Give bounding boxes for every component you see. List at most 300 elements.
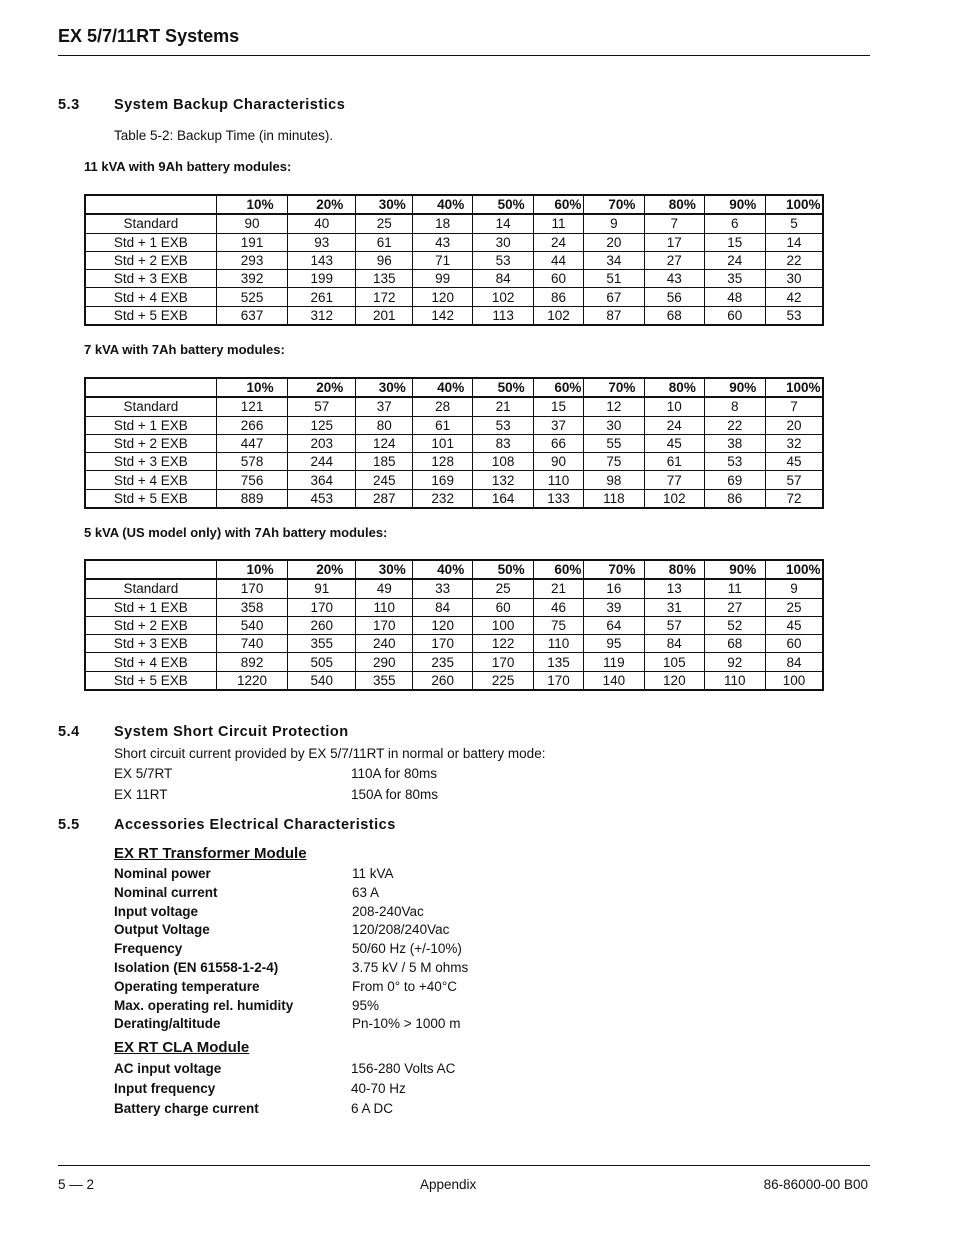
table-cell: 9 — [766, 579, 823, 598]
table-cell: 45 — [645, 434, 704, 452]
table-cell: 52 — [704, 616, 766, 634]
table-cell: 49 — [356, 579, 413, 598]
table-cell: 60 — [704, 306, 766, 325]
table-cell: 35 — [704, 270, 766, 288]
table-heading-7kva: 7 kVA with 7Ah battery modules: — [84, 342, 285, 357]
table-cell: 45 — [766, 616, 823, 634]
row-label: Std + 4 EXB — [85, 653, 216, 671]
table-cell: 24 — [704, 251, 766, 269]
column-header: 40% — [413, 378, 472, 397]
table-cell: 27 — [704, 598, 766, 616]
table-heading-5kva: 5 kVA (US model only) with 7Ah battery modules: — [84, 525, 388, 540]
column-header: 10% — [216, 378, 288, 397]
table-row — [85, 653, 823, 671]
table-cell: 11 — [534, 214, 583, 233]
table-cell: 6 — [704, 214, 766, 233]
table-cell: 170 — [534, 671, 583, 690]
table-cell: 84 — [766, 653, 823, 671]
spec-value: Pn-10% > 1000 m — [352, 1016, 461, 1032]
table-cell: 12 — [583, 397, 645, 416]
table-cell: 84 — [413, 598, 472, 616]
table-cell: 14 — [472, 214, 534, 233]
spec-value: 208-240Vac — [352, 903, 424, 919]
table-cell: 57 — [766, 471, 823, 489]
table-row — [85, 579, 823, 598]
table-cell: 72 — [766, 489, 823, 508]
page-title: EX 5/7/11RT Systems — [58, 26, 240, 46]
table-cell: 203 — [288, 434, 356, 452]
section-5-5-heading — [58, 817, 396, 833]
row-label: Std + 5 EXB — [85, 671, 216, 690]
table-cell: 637 — [216, 306, 288, 325]
table-cell: 355 — [356, 671, 413, 690]
short-circuit-key: EX 11RT — [114, 787, 168, 802]
table-caption: Table 5-2: Backup Time (in minutes). — [114, 128, 334, 143]
table-cell: 232 — [413, 489, 472, 508]
table-cell: 77 — [645, 471, 704, 489]
table-cell: 25 — [472, 579, 534, 598]
table-cell: 312 — [288, 306, 356, 325]
table-cell: 28 — [413, 397, 472, 416]
table-row — [85, 453, 823, 471]
table-cell: 119 — [583, 653, 645, 671]
table-cell: 358 — [216, 598, 288, 616]
table-cell: 27 — [645, 251, 704, 269]
table-cell: 67 — [583, 288, 645, 306]
spec-value: 156-280 Volts AC — [351, 1061, 456, 1076]
document-number: 86-86000-00 B00 — [763, 1177, 868, 1192]
table-cell: 260 — [288, 616, 356, 634]
table-cell: 96 — [356, 251, 413, 269]
table-cell: 191 — [216, 233, 288, 251]
table-cell: 120 — [645, 671, 704, 690]
table-cell: 83 — [472, 434, 534, 452]
table-row — [85, 251, 823, 269]
table-cell: 225 — [472, 671, 534, 690]
table-cell: 99 — [413, 270, 472, 288]
table-cell: 40 — [288, 214, 356, 233]
row-label: Std + 3 EXB — [85, 635, 216, 653]
table-cell: 15 — [534, 397, 583, 416]
table-cell: 31 — [645, 598, 704, 616]
table-cell: 201 — [356, 306, 413, 325]
table-cell: 64 — [583, 616, 645, 634]
table-cell: 68 — [704, 635, 766, 653]
header-rule — [58, 55, 870, 56]
table-cell: 105 — [645, 653, 704, 671]
column-header: 100% — [766, 378, 823, 397]
table-cell: 266 — [216, 416, 288, 434]
footer-rule — [58, 1165, 870, 1166]
table-cell: 61 — [413, 416, 472, 434]
column-header: 20% — [288, 560, 356, 579]
backup-table-5kva — [84, 559, 824, 691]
row-label: Standard — [85, 397, 216, 416]
table-cell: 57 — [645, 616, 704, 634]
table-cell: 43 — [413, 233, 472, 251]
table-cell: 14 — [766, 233, 823, 251]
column-header: 30% — [356, 378, 413, 397]
table-cell: 135 — [534, 653, 583, 671]
section-number: 5.5 — [58, 817, 80, 833]
transformer-module-title: EX RT Transformer Module — [114, 845, 307, 862]
row-label: Std + 2 EXB — [85, 616, 216, 634]
table-cell: 86 — [534, 288, 583, 306]
table-cell: 25 — [766, 598, 823, 616]
table-cell: 38 — [704, 434, 766, 452]
column-header: 30% — [356, 560, 413, 579]
table-header-row — [85, 195, 823, 214]
row-label: Std + 2 EXB — [85, 434, 216, 452]
table-cell: 22 — [704, 416, 766, 434]
table-cell: 110 — [356, 598, 413, 616]
row-label: Std + 1 EXB — [85, 598, 216, 616]
table-cell: 540 — [216, 616, 288, 634]
table-row — [85, 635, 823, 653]
short-circuit-intro: Short circuit current provided by EX 5/7/11RT in normal or battery mode: — [114, 746, 546, 761]
row-label: Std + 4 EXB — [85, 471, 216, 489]
table-row — [85, 598, 823, 616]
table-cell: 199 — [288, 270, 356, 288]
table-cell: 91 — [288, 579, 356, 598]
table-cell: 578 — [216, 453, 288, 471]
table-cell: 15 — [704, 233, 766, 251]
column-header: 80% — [645, 378, 704, 397]
table-cell: 525 — [216, 288, 288, 306]
table-cell: 8 — [704, 397, 766, 416]
table-cell: 93 — [288, 233, 356, 251]
table-cell: 132 — [472, 471, 534, 489]
section-title: Accessories Electrical Characteristics — [114, 817, 396, 833]
table-cell: 37 — [356, 397, 413, 416]
table-cell: 100 — [766, 671, 823, 690]
table-cell: 5 — [766, 214, 823, 233]
column-header: 20% — [288, 378, 356, 397]
table-cell: 22 — [766, 251, 823, 269]
table-corner-cell — [85, 560, 216, 579]
table-row — [85, 434, 823, 452]
table-cell: 69 — [704, 471, 766, 489]
table-cell: 110 — [534, 635, 583, 653]
table-heading-11kva: 11 kVA with 9Ah battery modules: — [84, 159, 292, 174]
table-cell: 392 — [216, 270, 288, 288]
table-cell: 53 — [766, 306, 823, 325]
table-corner-cell — [85, 378, 216, 397]
table-cell: 756 — [216, 471, 288, 489]
row-label: Std + 5 EXB — [85, 306, 216, 325]
table-cell: 90 — [534, 453, 583, 471]
table-cell: 60 — [766, 635, 823, 653]
table-row — [85, 270, 823, 288]
table-row — [85, 306, 823, 325]
spec-value: 3.75 kV / 5 M ohms — [352, 960, 469, 975]
table-cell: 39 — [583, 598, 645, 616]
short-circuit-key: EX 5/7RT — [114, 766, 173, 781]
table-cell: 60 — [472, 598, 534, 616]
table-cell: 32 — [766, 434, 823, 452]
table-cell: 66 — [534, 434, 583, 452]
column-header: 70% — [583, 378, 645, 397]
table-cell: 44 — [534, 251, 583, 269]
table-cell: 287 — [356, 489, 413, 508]
section-title: System Short Circuit Protection — [114, 724, 349, 740]
table-cell: 102 — [472, 288, 534, 306]
spec-value: 120/208/240Vac — [352, 922, 450, 938]
spec-label: Input frequency — [114, 1081, 216, 1096]
spec-label: Frequency — [114, 941, 183, 957]
table-cell: 20 — [583, 233, 645, 251]
column-header: 60% — [534, 378, 583, 397]
table-row — [85, 233, 823, 251]
column-header: 90% — [704, 560, 766, 579]
table-cell: 9 — [583, 214, 645, 233]
spec-value: 50/60 Hz (+/-10%) — [352, 941, 462, 957]
table-cell: 98 — [583, 471, 645, 489]
table-cell: 170 — [413, 635, 472, 653]
column-header: 90% — [704, 195, 766, 214]
table-cell: 16 — [583, 579, 645, 598]
table-cell: 142 — [413, 306, 472, 325]
table-cell: 245 — [356, 471, 413, 489]
short-circuit-value: 150A for 80ms — [351, 787, 439, 802]
spec-label: Nominal current — [114, 884, 218, 900]
column-header: 70% — [583, 560, 645, 579]
table-row — [85, 214, 823, 233]
table-row — [85, 288, 823, 306]
table-cell: 30 — [766, 270, 823, 288]
column-header: 80% — [645, 560, 704, 579]
table-cell: 235 — [413, 653, 472, 671]
table-cell: 120 — [413, 288, 472, 306]
table-cell: 889 — [216, 489, 288, 508]
table-cell: 133 — [534, 489, 583, 508]
spec-label: Max. operating rel. humidity — [114, 997, 294, 1013]
section-number: 5.4 — [58, 724, 80, 740]
table-cell: 80 — [356, 416, 413, 434]
table-corner-cell — [85, 195, 216, 214]
row-label: Std + 1 EXB — [85, 416, 216, 434]
table-cell: 102 — [645, 489, 704, 508]
table-cell: 71 — [413, 251, 472, 269]
table-cell: 84 — [472, 270, 534, 288]
table-row — [85, 489, 823, 508]
table-cell: 92 — [704, 653, 766, 671]
section-number: 5.3 — [58, 97, 80, 113]
table-cell: 240 — [356, 635, 413, 653]
table-cell: 87 — [583, 306, 645, 325]
table-cell: 56 — [645, 288, 704, 306]
column-header: 70% — [583, 195, 645, 214]
column-header: 50% — [472, 378, 534, 397]
table-row — [85, 671, 823, 690]
short-circuit-value: 110A for 80ms — [351, 766, 438, 781]
table-row — [85, 616, 823, 634]
backup-table-11kva — [84, 194, 824, 326]
table-cell: 30 — [583, 416, 645, 434]
column-header: 60% — [534, 560, 583, 579]
row-label: Std + 3 EXB — [85, 453, 216, 471]
section-title: System Backup Characteristics — [114, 97, 346, 113]
table-cell: 113 — [472, 306, 534, 325]
column-header: 20% — [288, 195, 356, 214]
table-cell: 120 — [413, 616, 472, 634]
table-cell: 540 — [288, 671, 356, 690]
table-cell: 34 — [583, 251, 645, 269]
table-cell: 110 — [704, 671, 766, 690]
table-cell: 53 — [472, 251, 534, 269]
row-label: Std + 3 EXB — [85, 270, 216, 288]
table-cell: 124 — [356, 434, 413, 452]
column-header: 10% — [216, 195, 288, 214]
table-cell: 53 — [704, 453, 766, 471]
cla-module-title: EX RT CLA Module — [114, 1039, 250, 1056]
spec-label: Isolation (EN 61558-1-2-4) — [114, 960, 279, 975]
table-cell: 170 — [472, 653, 534, 671]
section-5-4-heading — [58, 724, 349, 740]
spec-value: From 0° to +40°C — [352, 978, 457, 994]
column-header: 90% — [704, 378, 766, 397]
table-cell: 260 — [413, 671, 472, 690]
column-header: 60% — [534, 195, 583, 214]
table-cell: 170 — [288, 598, 356, 616]
spec-value: 11 kVA — [352, 866, 394, 881]
column-header: 100% — [766, 195, 823, 214]
table-cell: 164 — [472, 489, 534, 508]
table-cell: 101 — [413, 434, 472, 452]
column-header: 80% — [645, 195, 704, 214]
column-header: 50% — [472, 560, 534, 579]
table-cell: 170 — [216, 579, 288, 598]
table-cell: 453 — [288, 489, 356, 508]
table-cell: 17 — [645, 233, 704, 251]
table-cell: 95 — [583, 635, 645, 653]
table-cell: 37 — [534, 416, 583, 434]
table-cell: 21 — [472, 397, 534, 416]
footer-section: Appendix — [420, 1177, 477, 1192]
table-cell: 125 — [288, 416, 356, 434]
row-label: Std + 5 EXB — [85, 489, 216, 508]
table-cell: 51 — [583, 270, 645, 288]
table-cell: 43 — [645, 270, 704, 288]
spec-label: Battery charge current — [114, 1101, 259, 1116]
table-cell: 169 — [413, 471, 472, 489]
table-cell: 261 — [288, 288, 356, 306]
table-cell: 21 — [534, 579, 583, 598]
table-cell: 7 — [645, 214, 704, 233]
table-cell: 102 — [534, 306, 583, 325]
column-header: 10% — [216, 560, 288, 579]
table-cell: 10 — [645, 397, 704, 416]
row-label: Standard — [85, 214, 216, 233]
table-cell: 108 — [472, 453, 534, 471]
section-5-3-heading — [58, 97, 345, 113]
table-cell: 33 — [413, 579, 472, 598]
table-cell: 60 — [534, 270, 583, 288]
table-cell: 75 — [534, 616, 583, 634]
table-cell: 61 — [356, 233, 413, 251]
column-header: 30% — [356, 195, 413, 214]
table-row — [85, 397, 823, 416]
table-cell: 68 — [645, 306, 704, 325]
column-header: 50% — [472, 195, 534, 214]
table-header-row — [85, 378, 823, 397]
table-cell: 170 — [356, 616, 413, 634]
page-number: 5 — 2 — [58, 1177, 95, 1192]
table-cell: 505 — [288, 653, 356, 671]
table-cell: 24 — [534, 233, 583, 251]
table-cell: 740 — [216, 635, 288, 653]
row-label: Std + 4 EXB — [85, 288, 216, 306]
column-header: 100% — [766, 560, 823, 579]
table-cell: 61 — [645, 453, 704, 471]
row-label: Standard — [85, 579, 216, 598]
spec-label: Derating/altitude — [114, 1016, 221, 1032]
table-cell: 42 — [766, 288, 823, 306]
table-cell: 90 — [216, 214, 288, 233]
table-row — [85, 471, 823, 489]
table-cell: 143 — [288, 251, 356, 269]
table-cell: 75 — [583, 453, 645, 471]
table-cell: 46 — [534, 598, 583, 616]
table-cell: 293 — [216, 251, 288, 269]
spec-label: Operating temperature — [114, 978, 260, 994]
table-cell: 364 — [288, 471, 356, 489]
table-cell: 121 — [216, 397, 288, 416]
table-cell: 185 — [356, 453, 413, 471]
table-cell: 355 — [288, 635, 356, 653]
table-cell: 24 — [645, 416, 704, 434]
table-cell: 447 — [216, 434, 288, 452]
table-cell: 118 — [583, 489, 645, 508]
spec-label: AC input voltage — [114, 1061, 222, 1076]
spec-value: 95% — [352, 997, 380, 1013]
table-cell: 84 — [645, 635, 704, 653]
table-cell: 53 — [472, 416, 534, 434]
table-cell: 48 — [704, 288, 766, 306]
table-cell: 110 — [534, 471, 583, 489]
table-cell: 86 — [704, 489, 766, 508]
row-label: Std + 2 EXB — [85, 251, 216, 269]
table-header-row — [85, 560, 823, 579]
table-cell: 57 — [288, 397, 356, 416]
row-label: Std + 1 EXB — [85, 233, 216, 251]
table-cell: 11 — [704, 579, 766, 598]
table-cell: 25 — [356, 214, 413, 233]
table-cell: 172 — [356, 288, 413, 306]
spec-value: 40-70 Hz — [351, 1081, 406, 1096]
spec-label: Input voltage — [114, 903, 198, 919]
table-cell: 135 — [356, 270, 413, 288]
table-cell: 140 — [583, 671, 645, 690]
backup-table-7kva — [84, 377, 824, 509]
table-cell: 122 — [472, 635, 534, 653]
column-header: 40% — [413, 560, 472, 579]
table-cell: 1220 — [216, 671, 288, 690]
table-cell: 7 — [766, 397, 823, 416]
spec-value: 63 A — [352, 884, 380, 900]
column-header: 40% — [413, 195, 472, 214]
table-cell: 20 — [766, 416, 823, 434]
table-cell: 13 — [645, 579, 704, 598]
table-cell: 128 — [413, 453, 472, 471]
table-row — [85, 416, 823, 434]
table-cell: 290 — [356, 653, 413, 671]
spec-value: 6 A DC — [351, 1101, 394, 1116]
table-cell: 30 — [472, 233, 534, 251]
table-cell: 45 — [766, 453, 823, 471]
table-cell: 55 — [583, 434, 645, 452]
table-cell: 18 — [413, 214, 472, 233]
